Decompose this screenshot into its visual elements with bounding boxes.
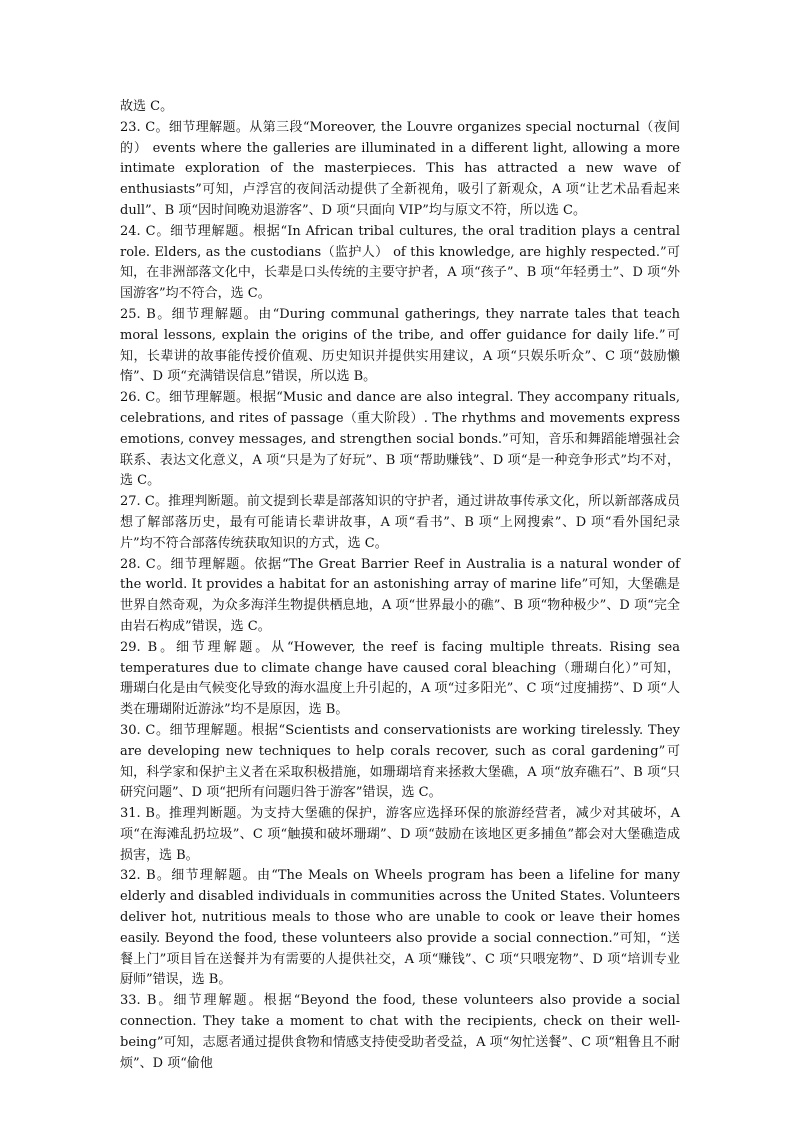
answer-33: 33. B。细节理解题。根据“Beyond the food, these volunteers also provide a social connection. They take a moment to chat with the recipients, check on their well-being”可知，志愿者通过提供食物和情感支持使受助者受益，A 项“匆忙送餐”、C 项“粗鲁且不耐烦”、D 项“偷他 (120, 993, 680, 1071)
answer-26: 26. C。细节理解题。根据“Music and dance are also integral. They accompany rituals, celebrations, and rites of passage（重大阶段）. The rhythms and movements express emotions, convey messages, and strengthen social bonds.”可知，音乐和舞蹈能增强社会联系、表达文化意义，A 项“只是为了好玩”、B 项“帮助赚钱”、D 项“是一种竞争形式”均不对，选 C。 (120, 390, 680, 489)
paragraph-continuation: 故选 C。 (120, 99, 174, 114)
answer-24: 24. C。细节理解题。根据“In African tribal cultures, the oral tradition plays a central role. Elders, as the custodians（监护人） of this knowledge, are highly respected.”可知，在非洲部落文化中，长辈是口头传统的主要守护者，A 项“孩子”、B 项“年轻勇士”、D 项“外国游客”均不符合，选 C。 (120, 223, 680, 302)
answer-29: 29. B。细节理解题。从“However, the reef is facing multiple threats. Rising sea temperatures due to climate change have caused coral bleaching（珊瑚白化）”可知，珊瑚白化是由气候变化导致的海水温度上升引起的，A 项“过多阳光”、C 项“过度捕捞”、D 项“人类在珊瑚附近游泳”均不是原因，选 B。 (120, 639, 680, 718)
answer-23: 23. C。细节理解题。从第三段“Moreover, the Louvre organizes special nocturnal（夜间的） events where the galleries are illuminated in a different light, allowing a more intimate exploration of the masterpieces. This has attracted a new wave of enthusiasts”可知，卢浮宫的夜间活动提供了全新视角，吸引了新观众，A 项“让艺术品看起来 dull”、B 项“因时间晚劝退游客”、D 项“只面向 VIP”均与原文不符，所以选 C。 (120, 119, 680, 218)
answer-explanations (120, 97, 680, 1074)
answer-32: 32. B。细节理解题。由“The Meals on Wheels program has been a lifeline for many elderly and disabled individuals in communities across the United States. Volunteers deliver hot, nutritious meals to those who are unable to cook or leave their homes easily. Beyond the food, these volunteers also provide a social connection.”可知，“送餐上门”项目旨在送餐并为有需要的人提供社交，A 项“赚钱”、C 项“只喂宠物”、D 项“培训专业厨师”错误，选 B。 (120, 868, 680, 988)
answer-31: 31. B。推理判断题。为支持大堡礁的保护，游客应选择环保的旅游经营者，减少对其破坏，A 项“在海滩乱扔垃圾”、C 项“触摸和破坏珊瑚”、D 项“鼓励在该地区更多捕鱼”都会对大堡礁造成损害，选 B。 (120, 806, 680, 863)
answer-25: 25. B。细节理解题。由“During communal gatherings, they narrate tales that teach moral lessons, explain the origins of the tribe, and offer guidance for daily life.”可知，长辈讲的故事能传授价值观、历史知识并提供实用建议，A 项“只娱乐听众”、C 项“鼓励懒惰”、D 项“充满错误信息”错误，所以选 B。 (120, 306, 680, 385)
answer-28: 28. C。细节理解题。依据“The Great Barrier Reef in Australia is a natural wonder of the world. It provides a habitat for an astonishing array of marine life”可知，大堡礁是世界自然奇观，为众多海洋生物提供栖息地，A 项“世界最小的礁”、B 项“物种极少”、D 项“完全由岩石构成”错误，选 C。 (120, 556, 680, 634)
answer-30: 30. C。细节理解题。根据“Scientists and conservationists are working tirelessly. They are developing new techniques to help corals recover, such as coral gardening”可知，科学家和保护主义者在采取积极措施，如珊瑚培育来拯救大堡礁，A 项“放弃礁石”、B 项“只研究问题”、D 项“把所有问题归咎于游客”错误，选 C。 (120, 722, 680, 801)
answer-27: 27. C。推理判断题。前文提到长辈是部落知识的守护者，通过讲故事传承文化，所以新部落成员想了解部落历史，最有可能请长辈讲故事，A 项“看书”、B 项“上网搜索”、D 项“看外国纪录片”均不符合部落传统获取知识的方式，选 C。 (120, 494, 680, 551)
